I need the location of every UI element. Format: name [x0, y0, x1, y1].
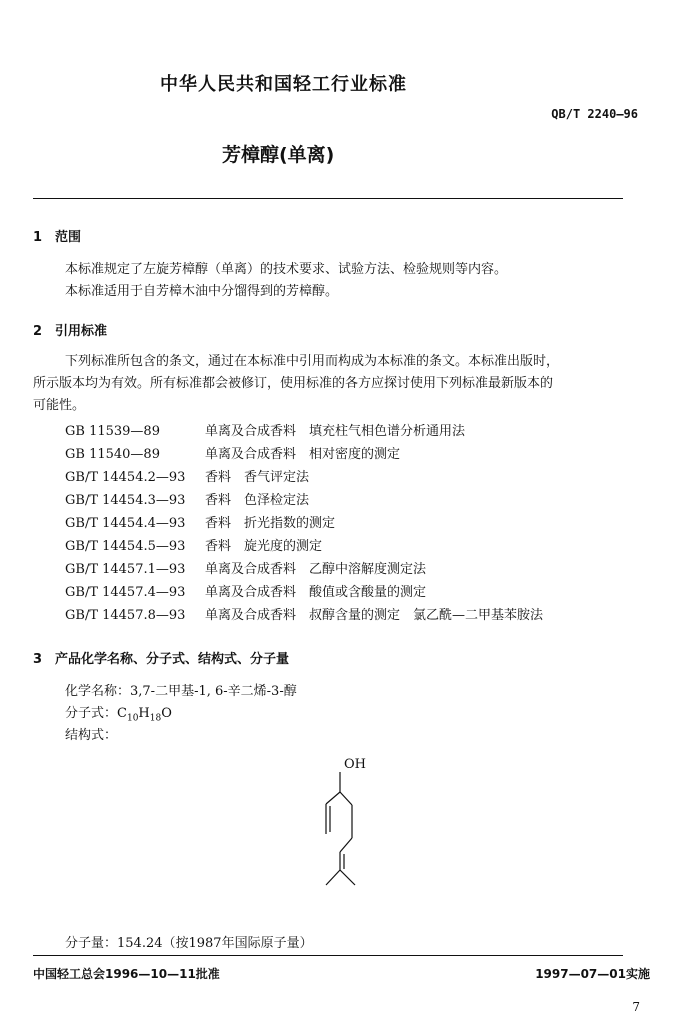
reference-code: GB/T 14454.3—93: [65, 493, 186, 508]
reference-code: GB/T 14457.8—93: [65, 608, 186, 623]
section-title: 范围: [55, 230, 82, 245]
formula-hydrogen: H: [138, 706, 150, 721]
reference-item: [65, 512, 335, 531]
chemical-name: 化学名称：3,7-二甲基-1, 6-辛二烯-3-醇: [65, 684, 297, 699]
formula-label: 分子式：: [65, 706, 118, 721]
section-number: 3: [33, 652, 43, 667]
reference-item: [65, 558, 426, 577]
section-number: 2: [33, 324, 43, 339]
linalool-structure-diagram: [300, 752, 390, 902]
section-title: 产品化学名称、分子式、结构式、分子量: [55, 652, 290, 667]
reference-item: [65, 604, 543, 623]
reference-code: GB/T 14454.4—93: [65, 516, 186, 531]
reference-item: [65, 581, 426, 600]
structure-label: 结构式：: [65, 728, 118, 743]
section-2-intro: 所示版本均为有效。所有标准都会被修订，使用标准的各方应探讨使用下列标准最新版本的: [33, 376, 554, 391]
section-number: 1: [33, 230, 43, 245]
section-2-heading: [33, 320, 107, 339]
reference-code: GB/T 14454.5—93: [65, 539, 186, 554]
reference-title: 香料 折光指数的测定: [205, 516, 336, 531]
document-title: 芳樟醇(单离): [222, 144, 335, 166]
section-title: 引用标准: [55, 324, 108, 339]
bond: [340, 838, 352, 852]
molecular-formula: [65, 702, 172, 724]
reference-code: GB/T 14457.1—93: [65, 562, 186, 577]
reference-item: [65, 466, 309, 485]
formula-oxygen: O: [161, 706, 172, 721]
reference-title: 单离及合成香料 相对密度的测定: [205, 447, 401, 462]
reference-item: [65, 443, 400, 462]
effective-date: 1997—07—01实施: [535, 967, 650, 981]
reference-code: GB/T 14454.2—93: [65, 470, 186, 485]
reference-title: 单离及合成香料 填充柱气相色谱分析通用法: [205, 424, 466, 439]
reference-title: 单离及合成香料 酸值或含酸量的测定: [205, 585, 427, 600]
reference-title: 香料 旋光度的测定: [205, 539, 323, 554]
bond: [326, 870, 340, 885]
molecular-weight: 分子量：154.24（按1987年国际原子量）: [65, 936, 313, 951]
reference-title: 单离及合成香料 乙醇中溶解度测定法: [205, 562, 427, 577]
reference-code: GB 11539—89: [65, 424, 160, 439]
reference-title: 香料 香气评定法: [205, 470, 310, 485]
formula-carbon: C: [117, 706, 127, 721]
section-3-heading: [33, 648, 289, 667]
standard-code: QB/T 2240—96: [551, 107, 638, 121]
reference-code: GB 11540—89: [65, 447, 160, 462]
section-1-paragraph: 本标准规定了左旋芳樟醇（单离）的技术要求、试验方法、检验规则等内容。: [65, 262, 508, 277]
skeletal-bonds: [326, 772, 355, 885]
reference-title: 单离及合成香料 叔醇含量的测定 氯乙酰—二甲基苯胺法: [205, 608, 544, 623]
reference-item: [65, 489, 309, 508]
approval-date: 中国轻工总会1996—10—11批准: [33, 967, 220, 981]
reference-title: 香料 色泽检定法: [205, 493, 310, 508]
header-divider: [33, 198, 623, 199]
bond: [340, 792, 352, 805]
bond: [340, 870, 355, 885]
reference-code: GB/T 14457.4—93: [65, 585, 186, 600]
section-1-paragraph: 本标准适用于自芳樟木油中分馏得到的芳樟醇。: [65, 284, 339, 299]
bond: [326, 792, 340, 804]
footer-divider: [33, 955, 623, 956]
section-2-intro: 下列标准所包含的条文，通过在本标准中引用而构成为本标准的条文。本标准出版时，: [65, 354, 560, 369]
issuing-organization: 中华人民共和国轻工行业标准: [160, 74, 407, 95]
formula-carbon-count: 10: [126, 713, 139, 724]
reference-item: [65, 535, 322, 554]
formula-hydrogen-count: 18: [149, 713, 162, 724]
reference-item: [65, 420, 465, 439]
page-number: 7: [632, 1000, 640, 1014]
hydroxyl-label: OH: [344, 757, 366, 772]
section-2-intro: 可能性。: [33, 398, 86, 413]
section-1-heading: [33, 226, 81, 245]
